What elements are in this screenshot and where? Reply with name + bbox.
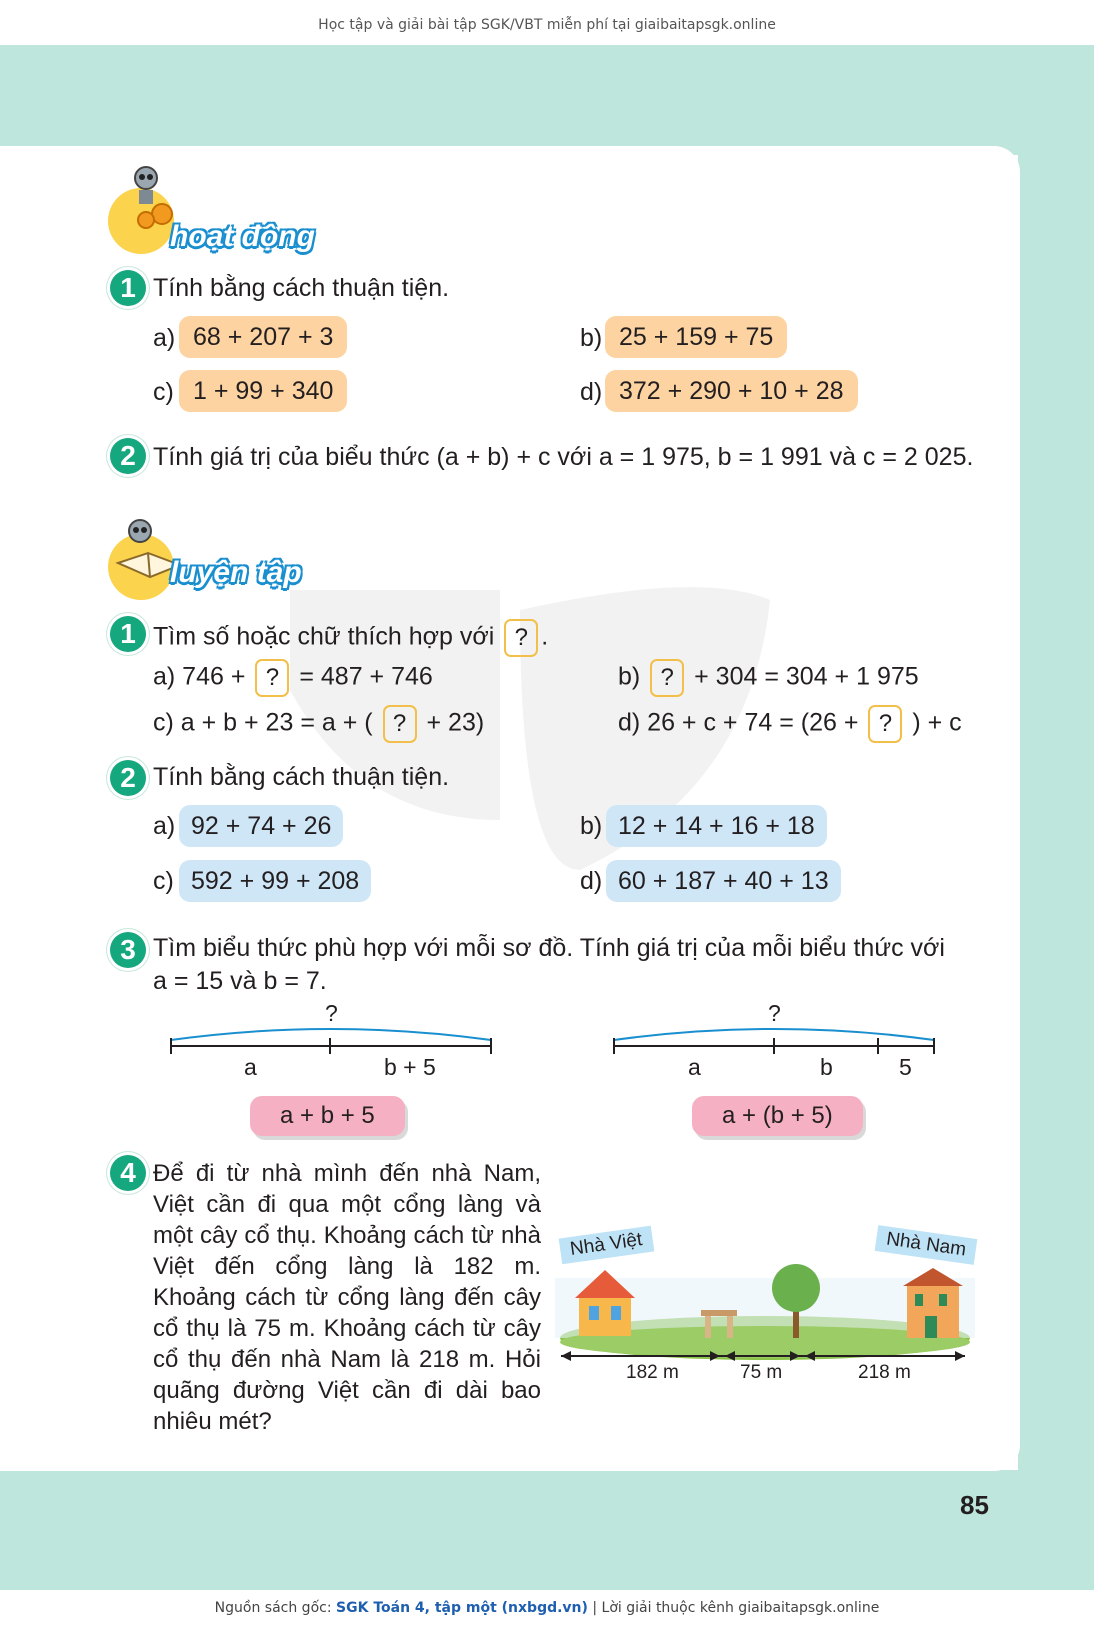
exercise-text-line2: a = 15 và b = 7. bbox=[153, 967, 327, 995]
exercise-number: 1 bbox=[110, 270, 146, 306]
village-route-illustration bbox=[555, 1238, 975, 1368]
exercise-title: Tính giá trị của biểu thức (a + b) + c với a = 1 975, b = 1 991 và c = 2 025. bbox=[153, 443, 974, 471]
expr-part: b) bbox=[618, 662, 641, 691]
word-problem-text: Để đi từ nhà mình đến nhà Nam, Việt cần đi qua một cổng làng và một cây cổ thụ. Khoảng cách từ nhà Việt đến cổng làng là 182 m. Khoảng cách từ cổng làng đến cây cổ thụ là 75 m. Khoảng cách từ cây cổ thụ đến nhà Nam là 218 m. Hỏi quãng đường Việt cần đi dài bao nhiêu mét? bbox=[153, 1160, 541, 1435]
question-box: ? bbox=[650, 659, 684, 697]
expr-part: d) 26 + c + 74 = (26 + bbox=[618, 708, 859, 737]
item-label: c) bbox=[153, 378, 174, 406]
diagram-total-label: ? bbox=[325, 1000, 338, 1026]
distance-label: 182 m bbox=[626, 1362, 679, 1383]
distance-label: 218 m bbox=[858, 1362, 911, 1383]
exercise-item-a bbox=[153, 659, 433, 697]
expression-pill: 12 + 14 + 16 + 18 bbox=[606, 805, 827, 847]
footer bbox=[0, 1590, 1094, 1626]
sign-nha-nam: Nhà Nam bbox=[875, 1225, 978, 1265]
expr-part: a) 746 + bbox=[153, 662, 246, 691]
exercise-number: 2 bbox=[110, 438, 146, 474]
footer-source-link[interactable]: SGK Toán 4, tập một (nxbgd.vn) bbox=[336, 1600, 588, 1616]
header-text: Học tập và giải bài tập SGK/VBT miễn phí tại giaibaitapsgk.online bbox=[0, 0, 1094, 45]
page-band-side bbox=[1018, 45, 1094, 1590]
item-label: a) bbox=[153, 324, 176, 352]
page-band-top bbox=[0, 45, 1094, 155]
exercise-title: Tính bằng cách thuận tiện. bbox=[153, 274, 450, 302]
expression-card: a + (b + 5) bbox=[692, 1096, 863, 1136]
exercise-number: 4 bbox=[110, 1155, 146, 1191]
sign-nha-viet: Nhà Việt bbox=[559, 1226, 654, 1265]
expression-pill: 25 + 159 + 75 bbox=[605, 316, 787, 358]
diagram-segment-label: b bbox=[820, 1054, 833, 1080]
item-label: d) bbox=[580, 378, 603, 406]
expr-part: + 23) bbox=[426, 708, 485, 737]
expression-pill: 592 + 99 + 208 bbox=[179, 860, 371, 902]
exercise-title bbox=[153, 619, 548, 657]
exercise-number: 3 bbox=[110, 932, 146, 968]
exercise-text-line1: Tìm biểu thức phù hợp với mỗi sơ đồ. Tính giá trị của mỗi biểu thức với bbox=[153, 934, 945, 962]
page-band-bottom bbox=[0, 1470, 1094, 1590]
heading-hoat-dong: hoạt động bbox=[170, 220, 315, 253]
distance-label: 75 m bbox=[740, 1362, 783, 1383]
diagram-segment-label: 5 bbox=[899, 1054, 912, 1080]
expression-pill: 1 + 99 + 340 bbox=[179, 370, 347, 412]
expression-card: a + b + 5 bbox=[250, 1096, 405, 1136]
exercise-item-b bbox=[618, 659, 919, 697]
expression-pill: 372 + 290 + 10 + 28 bbox=[605, 370, 858, 412]
page-number: 85 bbox=[960, 1490, 989, 1520]
question-box: ? bbox=[255, 659, 289, 697]
item-label: d) bbox=[580, 867, 603, 895]
expression-pill: 60 + 187 + 40 + 13 bbox=[606, 860, 841, 902]
footer-suffix: | Lời giải thuộc kênh giaibaitapsgk.online bbox=[592, 1600, 880, 1616]
item-label: b) bbox=[580, 324, 603, 352]
exercise-title: Tính bằng cách thuận tiện. bbox=[153, 763, 450, 791]
exercise-item-c bbox=[153, 705, 484, 743]
item-label: b) bbox=[580, 812, 603, 840]
title-period: . bbox=[541, 622, 549, 651]
diagram-segment-label: a bbox=[244, 1054, 257, 1080]
item-label: a) bbox=[153, 812, 176, 840]
exercise-number: 1 bbox=[110, 616, 146, 652]
expr-part: = 487 + 746 bbox=[299, 662, 433, 691]
question-box: ? bbox=[383, 705, 417, 743]
expr-part: ) + c bbox=[912, 708, 962, 737]
expr-part: + 304 = 304 + 1 975 bbox=[694, 662, 919, 691]
expression-pill: 68 + 207 + 3 bbox=[179, 316, 347, 358]
diagram-segment-label: b + 5 bbox=[384, 1054, 436, 1080]
question-box: ? bbox=[504, 619, 538, 657]
diagram-segment-label: a bbox=[688, 1054, 701, 1080]
question-box: ? bbox=[868, 705, 902, 743]
item-label: c) bbox=[153, 867, 174, 895]
title-text: Tìm số hoặc chữ thích hợp với bbox=[153, 622, 495, 651]
exercise-item-d bbox=[618, 705, 962, 743]
exercise-number: 2 bbox=[110, 760, 146, 796]
expression-pill: 92 + 74 + 26 bbox=[179, 805, 343, 847]
footer-prefix: Nguồn sách gốc: bbox=[214, 1600, 332, 1616]
heading-luyen-tap: luyện tập bbox=[170, 556, 302, 589]
expr-part: c) a + b + 23 = a + ( bbox=[153, 708, 373, 737]
diagram-total-label: ? bbox=[768, 1000, 781, 1026]
